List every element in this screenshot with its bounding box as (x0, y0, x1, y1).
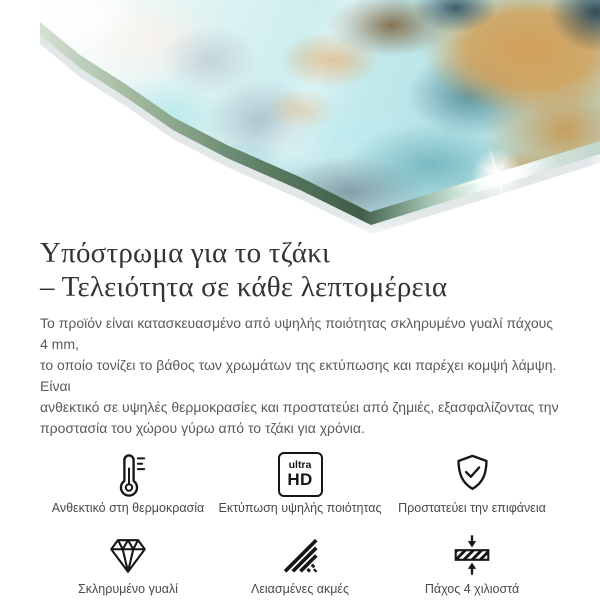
feature-grid (42, 449, 558, 597)
product-description (40, 313, 560, 439)
description-line: Το προϊόν είναι κατασκευασμένο από υψηλής ποιότητας σκληρυμένο γυαλί πάχους 4 mm, (40, 315, 554, 352)
content-section (0, 236, 600, 597)
feature-temperature (42, 449, 214, 516)
page-title-line1: Υπόστρωμα για το τζάκι (40, 237, 331, 269)
diamond-icon (105, 530, 151, 580)
feature-print-quality (214, 449, 386, 516)
feature-surface-protection (386, 449, 558, 516)
feature-label: Εκτύπωση υψηλής ποιότητας (218, 501, 382, 515)
feature-label: Λειασμένες ακμές (250, 582, 349, 596)
thermometer-icon (105, 449, 152, 499)
thickness-icon (449, 530, 495, 580)
description-line: προστασία του χώρου γύρω από το τζάκι για χρόνια. (40, 420, 365, 436)
page-title-line2: – Τελειότητα σε κάθε λεπτομέρεια (40, 271, 448, 303)
shield-check-icon (449, 449, 496, 499)
description-line: το οποίο τονίζει το βάθος των χρωμάτων της εκτύπωσης και παρέχει κομψή λάμψη. Είναι (40, 357, 557, 394)
polished-edges-icon (277, 530, 323, 580)
ultra-hd-icon: ultra HD (278, 449, 323, 499)
page-title (40, 236, 560, 304)
feature-polished-edges (214, 530, 386, 597)
description-line: ανθεκτικό σε υψηλές θερμοκρασίες και προστατεύει από ζημιές, εξασφαλίζοντας την (40, 399, 559, 415)
feature-label: Ανθεκτικό στη θερμοκρασία (51, 501, 205, 515)
feature-thickness (386, 530, 558, 597)
feature-tempered-glass (42, 530, 214, 597)
product-photo (0, 0, 600, 230)
feature-label: Σκληρυμένο γυαλί (78, 582, 178, 596)
feature-label: Προστατεύει την επιφάνεια (398, 501, 546, 515)
feature-label: Πάχος 4 χιλιοστά (424, 582, 520, 596)
